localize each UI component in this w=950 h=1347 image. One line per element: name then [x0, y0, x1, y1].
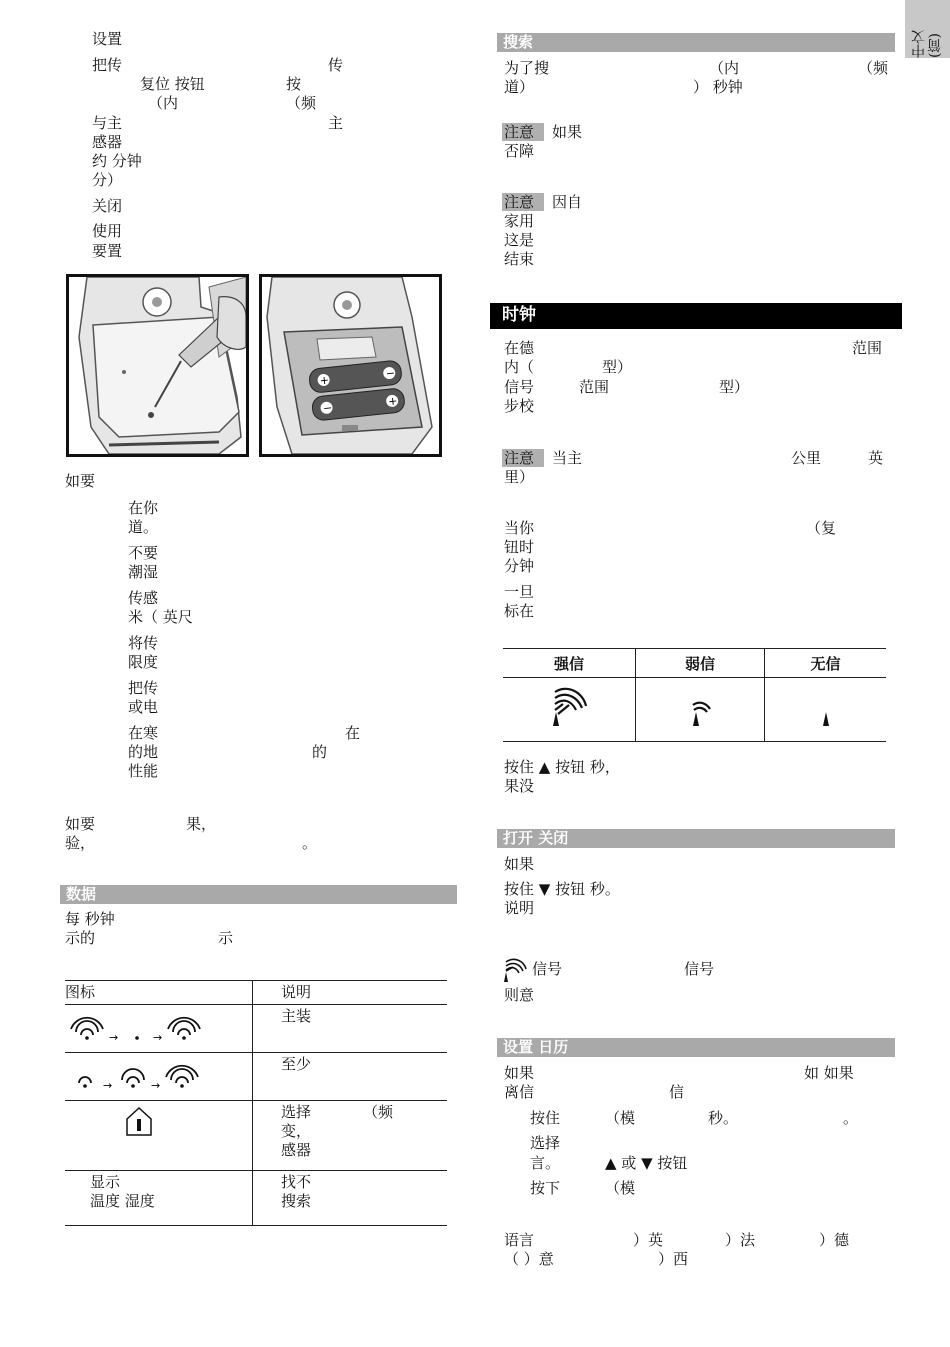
setup-fragment-2: 按 [286, 75, 302, 93]
note-1-label: 注意 [502, 123, 544, 141]
note-3-line-1c: 英 [868, 449, 884, 467]
svg-text:→: → [153, 1031, 163, 1044]
once-line-1: 一旦 [504, 583, 535, 601]
svg-text:+: + [387, 394, 399, 409]
setup-fragment-4: 主 [328, 114, 344, 132]
tip-1-line-2: 道。 [128, 518, 159, 536]
icon-description-table [65, 980, 447, 1226]
language-list-line-2b: ）西 [658, 1250, 689, 1268]
when-line-3: 分钟 [504, 557, 535, 575]
svg-text:−: − [385, 366, 396, 381]
row-3-description [253, 1101, 448, 1171]
tip-5-line-1: 把传 [128, 679, 159, 697]
clock-line-3c: 型） [719, 378, 750, 396]
svg-text:−: − [322, 401, 333, 416]
no-signal-icon [765, 678, 887, 742]
effect-line-2: 验， [65, 834, 96, 852]
signal-header-row [503, 649, 886, 678]
battery-drawing [262, 277, 439, 454]
hold-up-line-1: 按住 ▲ 按钮 秒， [504, 758, 620, 776]
weak-signal-icon [636, 678, 765, 742]
calendar-step-2c: ▲ 或 ▼ 按钮 [605, 1154, 688, 1172]
calendar-step-1d: 。 [843, 1109, 859, 1127]
note-3 [502, 449, 582, 468]
reset-button-illustration [66, 274, 249, 457]
signal-strength-table [503, 648, 886, 742]
hold-up-line-2: 果没 [504, 777, 535, 795]
effect-line-1b: 果， [186, 815, 217, 833]
note-1-line-2: 否障 [504, 142, 535, 160]
search-line-2: 道） [504, 78, 535, 96]
table-row [65, 1101, 447, 1171]
note-3-line-1b: 公里 [791, 449, 822, 467]
battery-compartment-illustration [259, 274, 442, 457]
language-list-line-1a: 语言 [504, 1231, 535, 1249]
once-line-2: 标在 [504, 602, 535, 620]
language-tab-label: 中文(简) [911, 30, 943, 58]
tip-4-line-1: 将传 [128, 634, 159, 652]
row-4-description-line-2: 搜索 [281, 1192, 312, 1210]
calendar-step-1b: （模 [605, 1109, 636, 1127]
search-line-1: 为了搜 [504, 59, 550, 77]
language-list-line-1c: ）法 [725, 1231, 756, 1249]
data-section-header [60, 885, 457, 904]
row-3-description-line-1b: （频 [363, 1103, 394, 1121]
tip-6-fragment-1: 在 [345, 724, 361, 742]
row-4-description [253, 1171, 448, 1226]
signal-fade-icon [65, 1005, 253, 1053]
clock-line-2: 内（ [504, 358, 535, 376]
row-4-description-line-1: 找不 [281, 1173, 312, 1191]
tip-6-line-3: 性能 [128, 762, 159, 780]
data-section-title: 数据 [66, 885, 97, 903]
language-list-line-1b: ）英 [633, 1231, 664, 1249]
row-2-description: 至少 [253, 1053, 448, 1101]
row-3-description-line-3: 感器 [281, 1141, 312, 1159]
clock-section-title: 时钟 [502, 305, 536, 325]
setup-fragment-3: （频 [286, 94, 317, 112]
tip-6-fragment-2: 的 [312, 743, 328, 761]
row-1-description: 主装 [253, 1005, 448, 1053]
effect-line-1: 如要 [65, 815, 96, 833]
onoff-line-2: 按住 ▼ 按钮 秒。 [504, 880, 620, 898]
clock-line-3: 信号 [504, 378, 535, 396]
data-line-2b: 示 [218, 929, 234, 947]
setup-line-11: 要置 [92, 242, 123, 260]
svg-text:→: → [103, 1079, 113, 1092]
search-line-1b: （内 [709, 59, 740, 77]
table-header-icon: 图标 [65, 981, 253, 1005]
calendar-step-2a: 选择 [530, 1134, 561, 1152]
language-list-line-1d: ）德 [819, 1231, 850, 1249]
strong-signal-icon [503, 678, 636, 742]
tips-heading: 如要 [65, 472, 96, 490]
onoff-section-title: 打开 关闭 [503, 829, 569, 847]
table-row [65, 1053, 447, 1101]
row-4-icon-cell [65, 1171, 253, 1226]
setup-line-10: 使用 [92, 222, 123, 240]
setup-line-7: 约 分钟 [92, 152, 142, 170]
note-3-label: 注意 [502, 449, 544, 467]
language-list-line-2a: （ ）意 [504, 1250, 554, 1268]
when-line-1: 当你 [504, 519, 535, 537]
calendar-step-2b: 言。 [530, 1154, 561, 1172]
setup-line-2: 把传 [92, 56, 123, 74]
signal-grow-icon [65, 1053, 253, 1101]
house-sensor-icon [65, 1101, 253, 1171]
tip-6-line-2: 的地 [128, 743, 159, 761]
calendar-section-title: 设置 日历 [503, 1038, 569, 1056]
signal-header-none: 无信 [765, 649, 887, 678]
setup-line-5: 与主 [92, 114, 123, 132]
when-line-2: 钮时 [504, 538, 535, 556]
onoff-line-5: 则意 [504, 986, 535, 1004]
calendar-section-header [497, 1038, 895, 1057]
tip-4-line-2: 限度 [128, 653, 159, 671]
row-3-description-line-1: 选择 [281, 1103, 312, 1121]
note-2-line-4: 结束 [504, 250, 535, 268]
setup-line-4: （内 [148, 94, 179, 112]
row-3-description-line-2: 变， [281, 1122, 312, 1140]
search-section-title: 搜索 [503, 33, 534, 51]
clock-line-2b: 型） [602, 358, 633, 376]
clock-line-1b: 范围 [852, 339, 883, 357]
signal-header-weak: 弱信 [636, 649, 765, 678]
setup-fragment-1: 传 [328, 56, 344, 74]
note-2-line-2: 家用 [504, 212, 535, 230]
language-tab [905, 0, 950, 58]
search-line-2b: ） 秒钟 [693, 78, 743, 96]
calendar-step-1c: 秒。 [708, 1109, 739, 1127]
onoff-line-4b: 信号 [684, 960, 715, 978]
svg-text:+: + [319, 373, 330, 388]
svg-text:→: → [109, 1031, 119, 1044]
note-3-line-1: 当主 [552, 449, 583, 467]
calendar-line-2: 离信 [504, 1083, 535, 1101]
calendar-step-3b: （模 [605, 1179, 636, 1197]
when-line-1b: （复 [806, 519, 837, 537]
table-row [65, 1005, 447, 1053]
tip-5-line-2: 或电 [128, 698, 159, 716]
onoff-section-header [497, 829, 895, 848]
note-2-line-1: 因自 [552, 193, 583, 211]
tip-6-line-1: 在寒 [128, 724, 159, 742]
setup-line-6: 感器 [92, 133, 123, 151]
note-3-line-2: 里） [504, 468, 535, 486]
setup-line-1: 设置 [92, 30, 123, 48]
tip-2-line-2: 潮湿 [128, 563, 159, 581]
setup-line-3: 复位 按钮 [140, 75, 205, 93]
data-line-2: 示的 [65, 929, 96, 947]
note-2-line-3: 这是 [504, 231, 535, 249]
svg-text:→: → [151, 1079, 161, 1092]
table-header-row [65, 981, 447, 1005]
tip-3-line-1: 传感 [128, 589, 159, 607]
calendar-step-1a: 按住 [530, 1109, 561, 1127]
search-line-1c: （频 [858, 59, 889, 77]
sensor-reset-drawing [69, 277, 246, 454]
clock-line-1: 在德 [504, 339, 535, 357]
row-4-icon-line-2: 温度 湿度 [90, 1192, 155, 1210]
onoff-line-3: 说明 [504, 899, 535, 917]
row-4-icon-line-1: 显示 [90, 1173, 121, 1191]
note-1 [502, 123, 582, 142]
table-header-description: 说明 [253, 981, 448, 1005]
calendar-step-3a: 按下 [530, 1179, 561, 1197]
clock-line-4: 步校 [504, 397, 535, 415]
onoff-line-1: 如果 [504, 855, 535, 873]
setup-line-8: 分） [92, 171, 123, 189]
onoff-line-4a: 信号 [532, 960, 563, 978]
calendar-line-1b: 如 如果 [804, 1064, 854, 1082]
setup-line-9: 关闭 [92, 197, 123, 215]
note-2-label: 注意 [502, 193, 544, 211]
data-line-1: 每 秒钟 [65, 910, 115, 928]
table-row [65, 1171, 447, 1226]
clock-section-header [490, 303, 902, 329]
calendar-line-1: 如果 [504, 1064, 535, 1082]
effect-line-2b: 。 [302, 834, 318, 852]
note-2 [502, 193, 582, 212]
tip-1-line-1: 在你 [128, 499, 159, 517]
signal-icon-row [503, 678, 886, 742]
tip-3-line-2: 米（ 英尺 [128, 608, 193, 626]
tip-2-line-1: 不要 [128, 544, 159, 562]
signal-antenna-icon [503, 957, 527, 983]
note-1-line-1: 如果 [552, 123, 583, 141]
clock-line-3b: 范围 [579, 378, 610, 396]
signal-header-strong: 强信 [503, 649, 636, 678]
search-section-header [497, 33, 895, 52]
calendar-line-2b: 信 [669, 1083, 685, 1101]
